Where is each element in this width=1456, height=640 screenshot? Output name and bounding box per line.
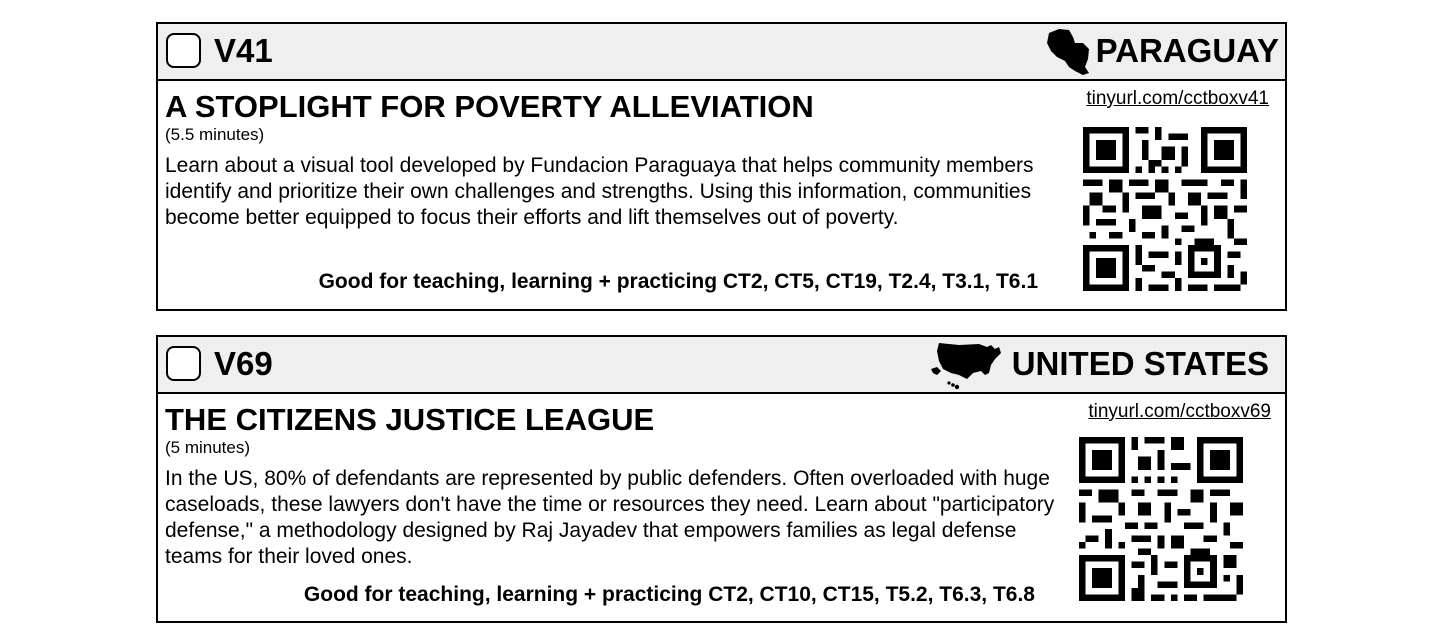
video-title: THE CITIZENS JUSTICE LEAGUE bbox=[165, 402, 655, 437]
united-states-map-icon bbox=[929, 339, 1003, 391]
video-card bbox=[156, 22, 1287, 311]
video-description: In the US, 80% of defendants are represented by public defenders. Often overloaded with huge caseloads, these lawyers don't have the time or resources they need. Learn about "participatory defense," a methodology designed by Raj Jayadev that empowers families as legal defense teams for their loved ones. bbox=[165, 467, 1055, 568]
video-link[interactable]: tinyurl.com/cctboxv41 bbox=[1086, 88, 1269, 109]
qr-code-icon[interactable] bbox=[1079, 437, 1243, 601]
qr-code-icon[interactable] bbox=[1083, 127, 1247, 291]
video-code: V41 bbox=[214, 32, 273, 69]
video-link[interactable]: tinyurl.com/cctboxv69 bbox=[1088, 401, 1271, 422]
country-name: UNITED STATES bbox=[1011, 345, 1269, 382]
video-duration: (5 minutes) bbox=[165, 438, 251, 457]
card-header bbox=[158, 337, 1285, 394]
checkbox[interactable] bbox=[166, 346, 201, 381]
card-header bbox=[158, 24, 1285, 81]
video-duration: (5.5 minutes) bbox=[165, 125, 265, 144]
good-for-text: Good for teaching, learning + practicing CT2, CT5, CT19, T2.4, T3.1, T6.1 bbox=[318, 270, 1038, 293]
video-description: Learn about a visual tool developed by Fundacion Paraguaya that helps community members identify and prioritize their own challenges and strengths. Using this information, communities become better equipped to focus their efforts and lift themselves out of poverty. bbox=[165, 154, 1034, 229]
video-title: A STOPLIGHT FOR POVERTY ALLEVIATION bbox=[165, 89, 814, 124]
paraguay-map-icon bbox=[1045, 27, 1093, 77]
checkbox[interactable] bbox=[166, 33, 201, 68]
video-code: V69 bbox=[214, 345, 273, 382]
country-name: PARAGUAY bbox=[1095, 32, 1279, 69]
video-card bbox=[156, 335, 1287, 623]
good-for-text: Good for teaching, learning + practicing CT2, CT10, CT15, T5.2, T6.3, T6.8 bbox=[303, 583, 1035, 606]
